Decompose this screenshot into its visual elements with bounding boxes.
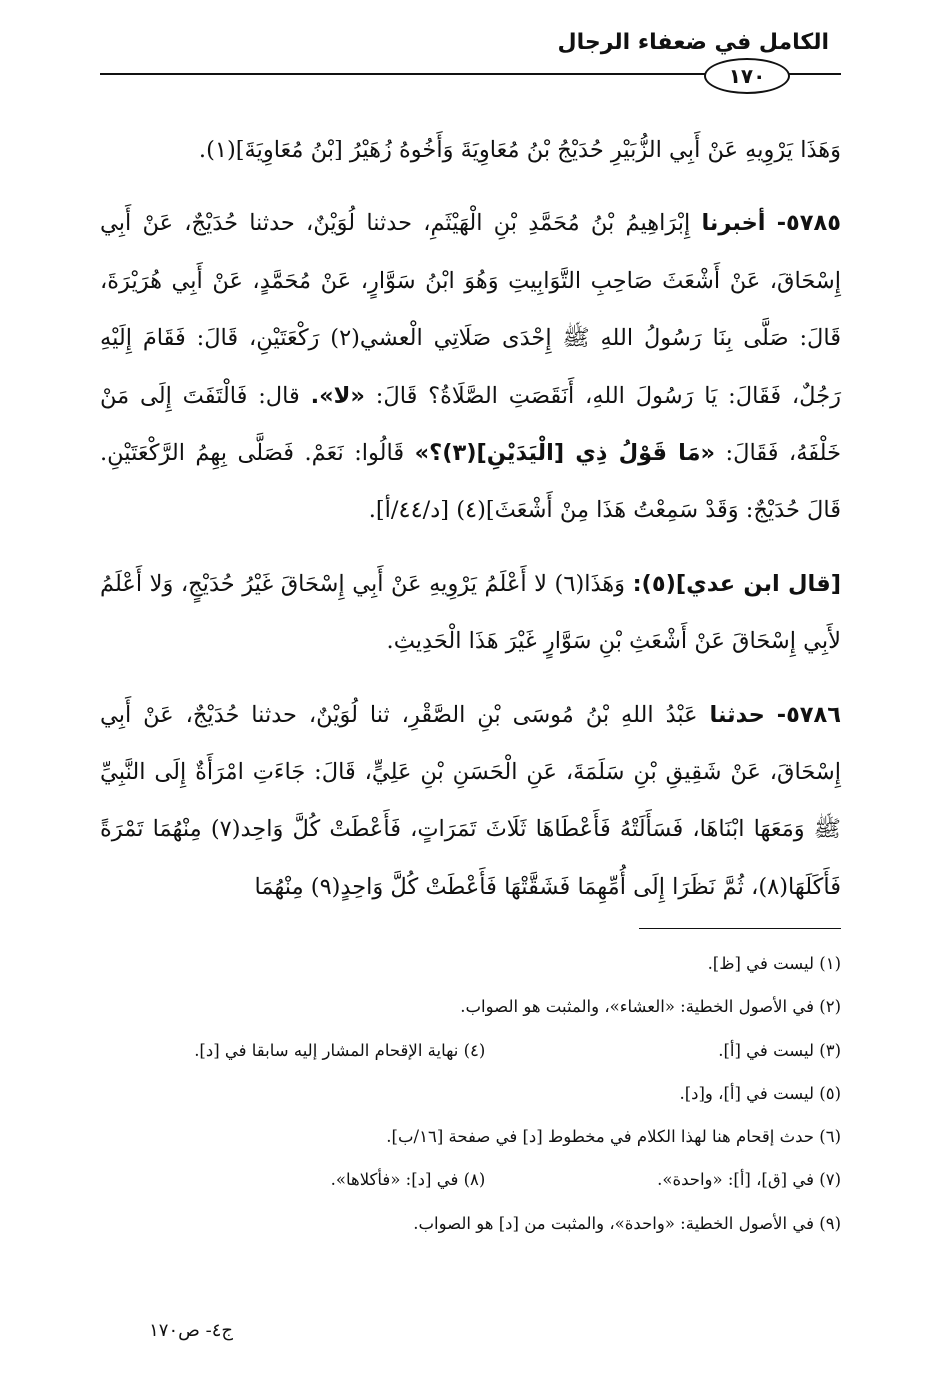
footnote-6: (٦) حدث إقحام هنا لهذا الكلام في مخطوط [د] في صفحة [١٦/ب]. <box>386 1127 841 1147</box>
footnote-8: (٨) في [د]: «فأكلاها». <box>330 1170 486 1190</box>
hadith-5786 <box>100 687 841 917</box>
footnote-1: (١) ليست في [ظ]. <box>707 954 841 973</box>
hadith-text-c: قَالُوا: نَعَمْ. فَصَلَّى بِهِمُ الرَّكْعَتَيْنِ. قَالَ حُدَيْجٌ: وَقَدْ سَمِعْتُ هَذَا مِنْ أَشْعَثَ](٤) [د/٤٤/أ]. <box>100 440 841 524</box>
footnotes <box>100 942 841 1245</box>
footnote-2: (٢) في الأصول الخطية: «العشاء»، والمثبت هو الصواب. <box>460 997 841 1017</box>
running-title: الكامل في ضعفاء الرجال <box>557 30 829 55</box>
volume-page-reference: ج٤- ص١٧٠ <box>149 1320 233 1341</box>
hadith-quote-no: «لا». <box>310 382 365 409</box>
footnote-5: (٥) ليست في [أ]، و[د]. <box>679 1083 841 1103</box>
footnote-row <box>100 1158 841 1201</box>
hadith-quote: «مَا قَوْلُ ذِي [الْيَدَيْنِ](٣)؟» <box>414 440 716 467</box>
ibn-adi-comment <box>100 556 841 671</box>
footnote-3: (٣) ليست في [أ]. <box>718 1040 841 1060</box>
hadith-5785 <box>100 195 841 539</box>
hadith-number: ٥٧٨٥- <box>776 210 841 237</box>
hadith-number: ٥٧٨٦- <box>776 701 841 728</box>
main-text <box>100 122 841 916</box>
hadith-text: عَبْدُ اللهِ بْنُ مُوسَى بْنِ الصَّقْرِ، ثنا لُوَيْنٌ، حدثنا حُدَيْجٌ، عَنْ أَبِي إِسْحَاقَ، عَنْ شَقِيقِ بْنِ سَلَمَةَ، عَنِ الْحَسَنِ بْنِ عَلِيٍّ، قَالَ: جَاءَتِ امْرَأَةٌ إِلَى النَّبِيِّ ﷺ وَمَعَهَا ابْنَاهَا، فَسَأَلَتْهُ فَأَعْطَاهَا ثَلَاثَ تَمَرَاتٍ، فَأَعْطَتْ كُلَّ وَاحِد(٧) مِنْهُمَا تَمْرَةً فَأَكَلَهَا(٨)، ثُمَّ نَظَرَا إِلَى أُمِّهِمَا فَشَقَّتْهَا فَأَعْطَتْ كُلَّ وَاحِدٍ(٩) مِنْهُمَا <box>100 701 841 900</box>
paragraph-1: وَهَذَا يَرْوِيهِ عَنْ أَبِي الزُّبَيْرِ حُدَيْجُ بْنُ مُعَاوِيَةَ وَأَخُوهُ زُهَيْرُ [بْنُ مُعَاوِيَةَ](١). <box>198 137 841 163</box>
footnote-7: (٧) في [ق]، [أ]: «واحدة». <box>657 1170 841 1190</box>
hadith-lead-word: حدثنا <box>709 701 765 728</box>
comment-lead: [قال ابن عدي](٥): <box>632 570 841 597</box>
footnote-rule <box>639 928 841 929</box>
footnote-9: (٩) في الأصول الخطية: «واحدة»، والمثبت من [د] هو الصواب. <box>413 1213 841 1233</box>
hadith-text-b: قال: فَالْتَفَتَ إِلَى مَنْ خَلْفَهُ، فَقَالَ: <box>100 382 841 467</box>
comment-text: وَهَذَا(٦) لا أَعْلَمُ يَرْوِيهِ عَنْ أَبِي إِسْحَاقَ غَيْرُ حُدَيْجٍ، وَلا أَعْلَمُ لأَبِي إِسْحَاقَ عَنْ أَشْعَثِ بْنِ سَوَّارٍ غَيْرَ هَذَا الْحَدِيثِ. <box>100 570 841 655</box>
footnote-row <box>100 1029 841 1072</box>
footnote-4: (٤) نهاية الإقحام المشار إليه سابقا في [د]. <box>194 1040 486 1060</box>
hadith-text-a: إِبْرَاهِيمُ بْنُ مُحَمَّدِ بْنِ الْهَيْثَمِ، حدثنا لُوَيْنٌ، حدثنا حُدَيْجٌ، عَنْ أَبِي إِسْحَاقَ، عَنْ أَشْعَثَ صَاحِبِ التَّوَابِيتِ وَهُوَ ابْنُ سَوَّارٍ، عَنْ مُحَمَّدٍ، عَنْ أَبِي هُرَيْرَةَ، قَالَ: صَلَّى بِنَا رَسُولُ اللهِ ﷺ إِحْدَى صَلَاتِي الْعشي(٢) رَكْعَتَيْنِ، قَالَ: فَقَامَ إِلَيْهِ رَجُلٌ، فَقَالَ: يَا رَسُولَ اللهِ، أَنَقَصَتِ الصَّلَاةُ؟ قَالَ: <box>100 210 841 409</box>
page-number: ١٧٠ <box>704 58 790 94</box>
hadith-lead-word: أخبرنا <box>701 210 766 237</box>
